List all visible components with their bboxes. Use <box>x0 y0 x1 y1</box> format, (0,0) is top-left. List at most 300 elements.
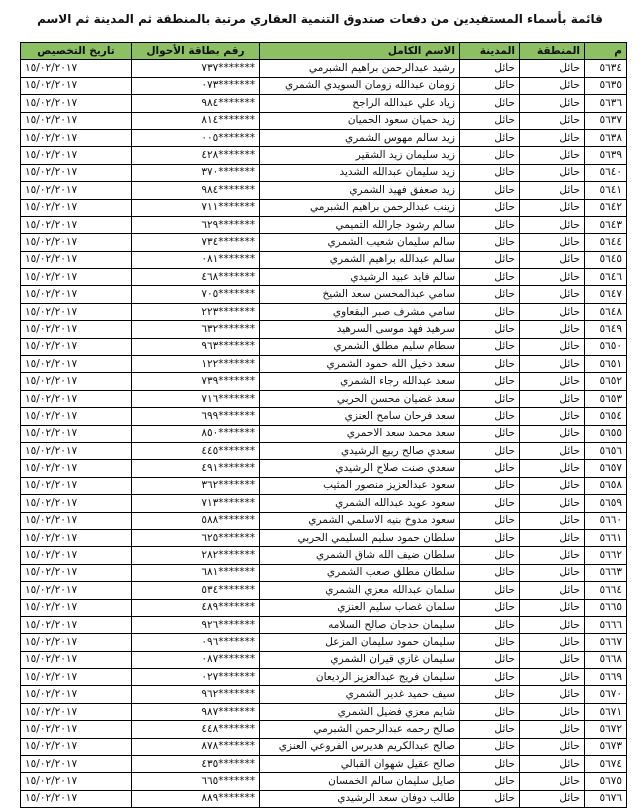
table-row <box>21 77 627 94</box>
cell-city: حائل <box>460 495 520 512</box>
cell-region: حائل <box>520 703 585 720</box>
cell-city: حائل <box>460 599 520 616</box>
cell-name: سعد محمد سعد الاحمري <box>260 425 460 442</box>
cell-city: حائل <box>460 721 520 738</box>
cell-num: ٥٦٧٦ <box>585 790 627 807</box>
cell-card: ٥٨٨******* <box>132 512 260 529</box>
cell-region: حائل <box>520 408 585 425</box>
cell-card: ٧١٣******* <box>132 495 260 512</box>
cell-num: ٥٦٤٦ <box>585 269 627 286</box>
cell-num: ٥٦٦٤ <box>585 582 627 599</box>
cell-date: ١٥/٠٢/٢٠١٧ <box>21 703 132 720</box>
cell-name: سلطان ضيف الله شاق الشمري <box>260 547 460 564</box>
cell-card: ٤٤٥******* <box>132 442 260 459</box>
table-row <box>21 669 627 686</box>
cell-region: حائل <box>520 425 585 442</box>
cell-num: ٥٦٦٢ <box>585 547 627 564</box>
cell-card: ٦٩٩******* <box>132 408 260 425</box>
cell-num: ٥٦٤٠ <box>585 164 627 181</box>
cell-date: ١٥/٠٢/٢٠١٧ <box>21 547 132 564</box>
cell-name: سعدي صالح ربيع الرشيدي <box>260 442 460 459</box>
cell-num: ٥٦٥١ <box>585 356 627 373</box>
table-row <box>21 269 627 286</box>
cell-date: ١٥/٠٢/٢٠١٧ <box>21 599 132 616</box>
cell-card: ٤٩١******* <box>132 460 260 477</box>
cell-city: حائل <box>460 703 520 720</box>
cell-name: سلطان مطلق صعب الشمري <box>260 564 460 581</box>
cell-date: ١٥/٠٢/٢٠١٧ <box>21 251 132 268</box>
table-row <box>21 373 627 390</box>
cell-name: سليمان فريج عبدالعزيز الرديعان <box>260 669 460 686</box>
cell-region: حائل <box>520 390 585 407</box>
cell-date: ١٥/٠٢/٢٠١٧ <box>21 60 132 77</box>
table-row <box>21 477 627 494</box>
cell-num: ٥٦٥٥ <box>585 425 627 442</box>
col-header-name: الاسم الكامل <box>260 43 460 60</box>
cell-name: سعد غضيان محسن الحربي <box>260 390 460 407</box>
cell-num: ٥٦٣٨ <box>585 129 627 146</box>
table-row <box>21 390 627 407</box>
cell-card: ٤٨٩******* <box>132 599 260 616</box>
cell-card: ٦٢٩******* <box>132 216 260 233</box>
cell-date: ١٥/٠٢/٢٠١٧ <box>21 756 132 773</box>
table-row <box>21 495 627 512</box>
cell-name: زيد صعفق فهيد الشمري <box>260 182 460 199</box>
cell-city: حائل <box>460 95 520 112</box>
cell-region: حائل <box>520 495 585 512</box>
cell-city: حائل <box>460 756 520 773</box>
cell-num: ٥٦٣٤ <box>585 60 627 77</box>
cell-card: ٩٨٧******* <box>132 703 260 720</box>
cell-date: ١٥/٠٢/٢٠١٧ <box>21 425 132 442</box>
cell-name: سعود عبدالعزيز منصور المثيب <box>260 477 460 494</box>
cell-city: حائل <box>460 425 520 442</box>
cell-city: حائل <box>460 251 520 268</box>
cell-card: ٦٢٥******* <box>132 529 260 546</box>
cell-num: ٥٦٦٥ <box>585 599 627 616</box>
cell-city: حائل <box>460 199 520 216</box>
cell-name: زينب عبدالرحمن براهيم الشبرمي <box>260 199 460 216</box>
cell-card: ٦٨١******* <box>132 564 260 581</box>
table-row <box>21 425 627 442</box>
cell-region: حائل <box>520 442 585 459</box>
cell-date: ١٥/٠٢/٢٠١٧ <box>21 147 132 164</box>
cell-card: ٧١٦******* <box>132 390 260 407</box>
cell-name: سلمان غصاب سليم العنزي <box>260 599 460 616</box>
cell-city: حائل <box>460 669 520 686</box>
table-row <box>21 147 627 164</box>
cell-region: حائل <box>520 738 585 755</box>
cell-card: ٦٣٢******* <box>132 321 260 338</box>
cell-date: ١٥/٠٢/٢٠١٧ <box>21 373 132 390</box>
cell-city: حائل <box>460 234 520 251</box>
cell-city: حائل <box>460 616 520 633</box>
cell-name: سالم عبدالله براهيم الشمري <box>260 251 460 268</box>
cell-num: ٥٦٧١ <box>585 703 627 720</box>
cell-region: حائل <box>520 60 585 77</box>
table-row <box>21 234 627 251</box>
cell-name: سعدي صنت صلاح الرشيدي <box>260 460 460 477</box>
cell-region: حائل <box>520 199 585 216</box>
cell-card: ٠٨٧******* <box>132 651 260 668</box>
cell-num: ٥٦٦٣ <box>585 564 627 581</box>
cell-city: حائل <box>460 373 520 390</box>
cell-card: ٤٣٥******* <box>132 756 260 773</box>
table-row <box>21 582 627 599</box>
cell-num: ٥٦٧٠ <box>585 686 627 703</box>
cell-num: ٥٦٥٠ <box>585 338 627 355</box>
cell-date: ١٥/٠٢/٢٠١٧ <box>21 512 132 529</box>
table-row <box>21 634 627 651</box>
cell-date: ١٥/٠٢/٢٠١٧ <box>21 495 132 512</box>
table-row <box>21 356 627 373</box>
cell-city: حائل <box>460 77 520 94</box>
cell-region: حائل <box>520 373 585 390</box>
cell-date: ١٥/٠٢/٢٠١٧ <box>21 303 132 320</box>
cell-date: ١٥/٠٢/٢٠١٧ <box>21 356 132 373</box>
table-row <box>21 756 627 773</box>
cell-card: ٧٣٧******* <box>132 60 260 77</box>
cell-name: سالم سليمان شعيب الشمري <box>260 234 460 251</box>
cell-name: سعد عبدالله رجاء الشمري <box>260 373 460 390</box>
table-row <box>21 216 627 233</box>
cell-date: ١٥/٠٢/٢٠١٧ <box>21 686 132 703</box>
cell-date: ١٥/٠٢/٢٠١٧ <box>21 164 132 181</box>
cell-city: حائل <box>460 477 520 494</box>
cell-region: حائل <box>520 321 585 338</box>
cell-name: زياد علي عبدالله الراجح <box>260 95 460 112</box>
cell-date: ١٥/٠٢/٢٠١٧ <box>21 338 132 355</box>
cell-region: حائل <box>520 529 585 546</box>
table-row <box>21 286 627 303</box>
cell-num: ٥٦٧٥ <box>585 773 627 790</box>
cell-card: ١٢٢******* <box>132 356 260 373</box>
cell-region: حائل <box>520 164 585 181</box>
cell-card: ٠٢٧******* <box>132 669 260 686</box>
cell-card: ٢٨٢******* <box>132 547 260 564</box>
cell-city: حائل <box>460 129 520 146</box>
cell-city: حائل <box>460 164 520 181</box>
cell-date: ١٥/٠٢/٢٠١٧ <box>21 77 132 94</box>
cell-num: ٥٦٣٩ <box>585 147 627 164</box>
cell-city: حائل <box>460 442 520 459</box>
cell-name: سليمان غازي قيران الشمري <box>260 651 460 668</box>
cell-date: ١٥/٠٢/٢٠١٧ <box>21 669 132 686</box>
cell-num: ٥٦٤٢ <box>585 199 627 216</box>
cell-card: ٧٠٥******* <box>132 286 260 303</box>
cell-region: حائل <box>520 721 585 738</box>
cell-region: حائل <box>520 269 585 286</box>
cell-num: ٥٦٦٧ <box>585 634 627 651</box>
cell-date: ١٥/٠٢/٢٠١٧ <box>21 408 132 425</box>
cell-date: ١٥/٠٢/٢٠١٧ <box>21 721 132 738</box>
cell-card: ٤٤٨******* <box>132 721 260 738</box>
cell-name: سرهيد فهد موسى السرهيد <box>260 321 460 338</box>
cell-city: حائل <box>460 286 520 303</box>
cell-name: سعد فرحان سامح العنزي <box>260 408 460 425</box>
cell-region: حائل <box>520 564 585 581</box>
cell-card: ٧٣٩******* <box>132 373 260 390</box>
cell-region: حائل <box>520 303 585 320</box>
cell-name: سطام سليم مطلق الشمري <box>260 338 460 355</box>
cell-region: حائل <box>520 95 585 112</box>
cell-city: حائل <box>460 582 520 599</box>
cell-region: حائل <box>520 77 585 94</box>
cell-name: سيف حميد غدير الشمري <box>260 686 460 703</box>
cell-name: زيد سالم مهوس الشمري <box>260 129 460 146</box>
cell-date: ١٥/٠٢/٢٠١٧ <box>21 390 132 407</box>
cell-card: ٩٦٢******* <box>132 686 260 703</box>
cell-num: ٥٦٦٩ <box>585 669 627 686</box>
cell-num: ٥٦٣٧ <box>585 112 627 129</box>
cell-city: حائل <box>460 321 520 338</box>
cell-num: ٥٦٤٧ <box>585 286 627 303</box>
table-row <box>21 164 627 181</box>
cell-card: ٦٦٥******* <box>132 773 260 790</box>
table-row <box>21 547 627 564</box>
cell-region: حائل <box>520 460 585 477</box>
cell-card: ٤٢٨******* <box>132 147 260 164</box>
cell-num: ٥٦٦٦ <box>585 616 627 633</box>
cell-city: حائل <box>460 390 520 407</box>
cell-region: حائل <box>520 616 585 633</box>
table-row <box>21 790 627 807</box>
table-row <box>21 651 627 668</box>
table-body <box>21 60 627 808</box>
col-header-card: رقم بطاقة الأحوال <box>132 43 260 60</box>
cell-region: حائل <box>520 356 585 373</box>
table-row <box>21 95 627 112</box>
cell-name: صالح عبدالكريم هديرس الفروعي العنزي <box>260 738 460 755</box>
cell-name: سامي عبدالمحسن سعد الشيخ <box>260 286 460 303</box>
table-row <box>21 199 627 216</box>
cell-card: ٨٨٩******* <box>132 790 260 807</box>
cell-num: ٥٦٥٧ <box>585 460 627 477</box>
cell-city: حائل <box>460 216 520 233</box>
cell-date: ١٥/٠٢/٢٠١٧ <box>21 129 132 146</box>
cell-region: حائل <box>520 251 585 268</box>
cell-date: ١٥/٠٢/٢٠١٧ <box>21 564 132 581</box>
col-header-city: المدينة <box>460 43 520 60</box>
cell-date: ١٥/٠٢/٢٠١٧ <box>21 182 132 199</box>
cell-region: حائل <box>520 182 585 199</box>
cell-city: حائل <box>460 512 520 529</box>
table-row <box>21 129 627 146</box>
cell-name: صالح عقيل شهوان القبالي <box>260 756 460 773</box>
cell-name: سعود مدوخ بنيه الاسلمي الشمري <box>260 512 460 529</box>
cell-date: ١٥/٠٢/٢٠١٧ <box>21 442 132 459</box>
table-row <box>21 182 627 199</box>
col-header-region: المنطقة <box>520 43 585 60</box>
cell-region: حائل <box>520 147 585 164</box>
cell-name: رشيد عبدالرحمن براهيم الشبرمي <box>260 60 460 77</box>
table-row <box>21 564 627 581</box>
cell-city: حائل <box>460 269 520 286</box>
cell-region: حائل <box>520 477 585 494</box>
cell-region: حائل <box>520 773 585 790</box>
cell-city: حائل <box>460 529 520 546</box>
cell-card: ٩٦٣******* <box>132 338 260 355</box>
table-row <box>21 529 627 546</box>
cell-card: ٧٣٤******* <box>132 234 260 251</box>
cell-name: سلمان عبدالله معزي الشمري <box>260 582 460 599</box>
cell-card: ٥٣٤******* <box>132 582 260 599</box>
cell-num: ٥٦٤٥ <box>585 251 627 268</box>
cell-num: ٥٦٥٤ <box>585 408 627 425</box>
col-header-date: تاريخ التخصيص <box>21 43 132 60</box>
cell-date: ١٥/٠٢/٢٠١٧ <box>21 616 132 633</box>
table-row <box>21 460 627 477</box>
cell-city: حائل <box>460 147 520 164</box>
cell-card: ٠٧٣******* <box>132 77 260 94</box>
cell-card: ٣٧٠******* <box>132 164 260 181</box>
cell-num: ٥٦٥٣ <box>585 390 627 407</box>
cell-num: ٥٦٦٨ <box>585 651 627 668</box>
cell-region: حائل <box>520 286 585 303</box>
cell-num: ٥٦٧٢ <box>585 721 627 738</box>
cell-region: حائل <box>520 790 585 807</box>
cell-num: ٥٦٦٠ <box>585 512 627 529</box>
cell-date: ١٥/٠٢/٢٠١٧ <box>21 529 132 546</box>
cell-region: حائل <box>520 634 585 651</box>
cell-date: ١٥/٠٢/٢٠١٧ <box>21 773 132 790</box>
cell-date: ١٥/٠٢/٢٠١٧ <box>21 269 132 286</box>
cell-card: ٩٨٤******* <box>132 95 260 112</box>
table-row <box>21 738 627 755</box>
table-row <box>21 321 627 338</box>
cell-card: ٠٩٦******* <box>132 634 260 651</box>
cell-name: زيد حميان سعود الحميان <box>260 112 460 129</box>
cell-date: ١٥/٠٢/٢٠١٧ <box>21 234 132 251</box>
cell-region: حائل <box>520 129 585 146</box>
cell-city: حائل <box>460 408 520 425</box>
cell-city: حائل <box>460 686 520 703</box>
cell-card: ٤٦٨******* <box>132 269 260 286</box>
cell-name: سامي مشرف صبر البقعاوي <box>260 303 460 320</box>
cell-city: حائل <box>460 112 520 129</box>
cell-num: ٥٦٥٦ <box>585 442 627 459</box>
cell-name: سعود عويد عبدالله الشمري <box>260 495 460 512</box>
cell-num: ٥٦٥٩ <box>585 495 627 512</box>
cell-city: حائل <box>460 303 520 320</box>
cell-num: ٥٦٤٣ <box>585 216 627 233</box>
cell-card: ٣٦٢******* <box>132 477 260 494</box>
cell-city: حائل <box>460 182 520 199</box>
cell-name: شايم معزي فضيل الشمري <box>260 703 460 720</box>
cell-date: ١٥/٠٢/٢٠١٧ <box>21 199 132 216</box>
table-row <box>21 616 627 633</box>
cell-name: سالم فايد عبيد الرشيدي <box>260 269 460 286</box>
cell-date: ١٥/٠٢/٢٠١٧ <box>21 738 132 755</box>
col-header-num: م <box>585 43 627 60</box>
cell-card: ٩٨٤******* <box>132 182 260 199</box>
cell-num: ٥٦٤٤ <box>585 234 627 251</box>
table-row <box>21 251 627 268</box>
table-row <box>21 112 627 129</box>
cell-card: ٠٨١******* <box>132 251 260 268</box>
cell-region: حائل <box>520 234 585 251</box>
cell-city: حائل <box>460 60 520 77</box>
cell-region: حائل <box>520 651 585 668</box>
page-title: قائمة بأسماء المستفيدين من دفعات صندوق التنمية العقاري مرتبة بالمنطقة ثم المدينة ثم الاسم <box>37 12 603 26</box>
table-row <box>21 721 627 738</box>
cell-region: حائل <box>520 112 585 129</box>
cell-num: ٥٦٤١ <box>585 182 627 199</box>
cell-num: ٥٦٦١ <box>585 529 627 546</box>
cell-name: صالح رحمه عبدالرحمن الشبرمي <box>260 721 460 738</box>
cell-num: ٥٦٥٨ <box>585 477 627 494</box>
table-row <box>21 512 627 529</box>
table-row <box>21 703 627 720</box>
cell-card: ٨١٤******* <box>132 112 260 129</box>
cell-region: حائل <box>520 756 585 773</box>
cell-num: ٥٦٥٢ <box>585 373 627 390</box>
cell-card: ٠٠٥******* <box>132 129 260 146</box>
cell-region: حائل <box>520 582 585 599</box>
cell-region: حائل <box>520 216 585 233</box>
cell-region: حائل <box>520 338 585 355</box>
cell-name: سالم رشود جارالله التميمي <box>260 216 460 233</box>
beneficiaries-table <box>20 42 627 808</box>
cell-city: حائل <box>460 651 520 668</box>
cell-city: حائل <box>460 564 520 581</box>
cell-city: حائل <box>460 356 520 373</box>
cell-city: حائل <box>460 634 520 651</box>
table-row <box>21 442 627 459</box>
table-row <box>21 338 627 355</box>
cell-city: حائل <box>460 738 520 755</box>
table-row <box>21 599 627 616</box>
cell-name: زيد سليمان زيد الشقير <box>260 147 460 164</box>
cell-city: حائل <box>460 547 520 564</box>
cell-date: ١٥/٠٢/٢٠١٧ <box>21 651 132 668</box>
cell-date: ١٥/٠٢/٢٠١٧ <box>21 477 132 494</box>
table-row <box>21 408 627 425</box>
cell-city: حائل <box>460 773 520 790</box>
cell-card: ٨٥٠******* <box>132 425 260 442</box>
cell-name: زيد سليمان عبدالله الشديد <box>260 164 460 181</box>
cell-date: ١٥/٠٢/٢٠١٧ <box>21 216 132 233</box>
cell-num: ٥٦٤٩ <box>585 321 627 338</box>
cell-region: حائل <box>520 512 585 529</box>
cell-date: ١٥/٠٢/٢٠١٧ <box>21 634 132 651</box>
cell-card: ٧١١******* <box>132 199 260 216</box>
cell-date: ١٥/٠٢/٢٠١٧ <box>21 790 132 807</box>
cell-date: ١٥/٠٢/٢٠١٧ <box>21 460 132 477</box>
cell-name: زومان عبدالله زومان السويدي الشمري <box>260 77 460 94</box>
cell-num: ٥٦٧٣ <box>585 738 627 755</box>
cell-num: ٥٦٧٤ <box>585 756 627 773</box>
cell-name: سليمان حمود سليمان المزعل <box>260 634 460 651</box>
cell-card: ٢٢٣******* <box>132 303 260 320</box>
cell-date: ١٥/٠٢/٢٠١٧ <box>21 321 132 338</box>
cell-region: حائل <box>520 547 585 564</box>
cell-card: ٨٧٨******* <box>132 738 260 755</box>
table-row <box>21 303 627 320</box>
cell-city: حائل <box>460 790 520 807</box>
cell-city: حائل <box>460 338 520 355</box>
cell-region: حائل <box>520 669 585 686</box>
cell-num: ٥٦٣٦ <box>585 95 627 112</box>
cell-num: ٥٦٤٨ <box>585 303 627 320</box>
cell-region: حائل <box>520 599 585 616</box>
table-header-row <box>21 43 627 60</box>
table-row <box>21 60 627 77</box>
cell-region: حائل <box>520 686 585 703</box>
cell-card: ٩٢٦******* <box>132 616 260 633</box>
cell-date: ١٥/٠٢/٢٠١٧ <box>21 95 132 112</box>
cell-city: حائل <box>460 460 520 477</box>
